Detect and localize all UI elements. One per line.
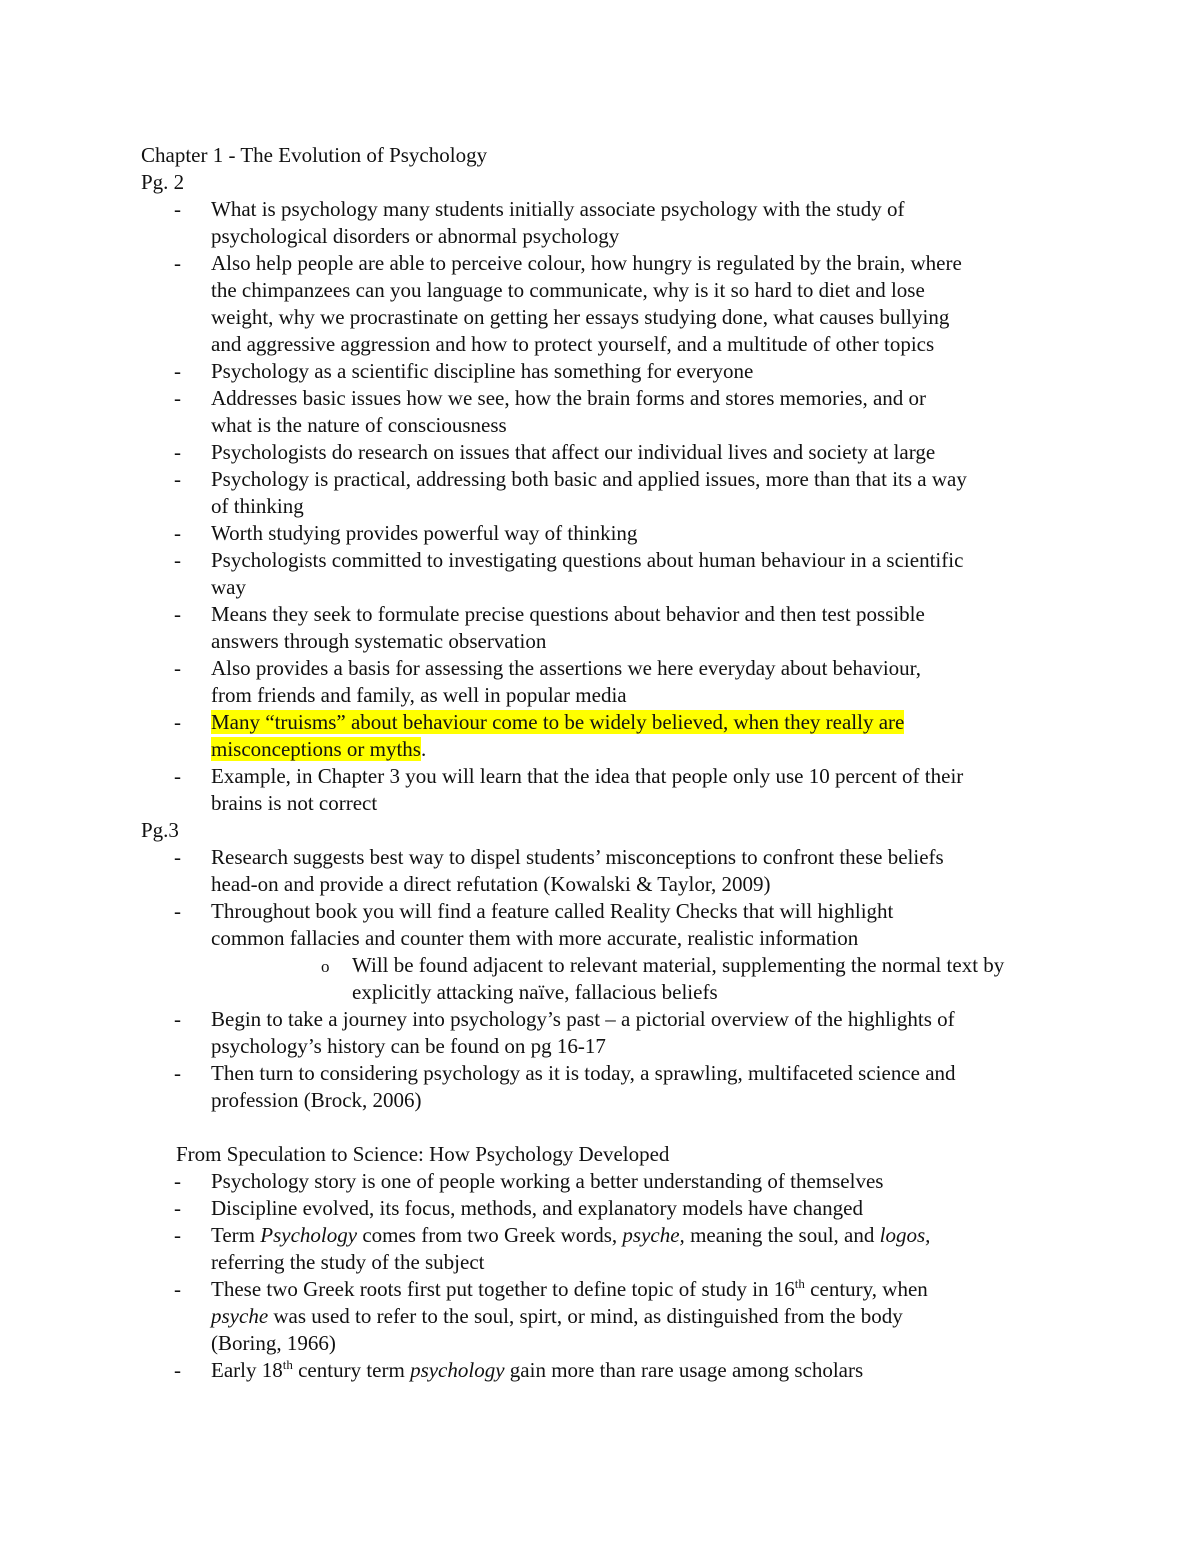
note-text: Early 18	[211, 1358, 283, 1382]
dash-bullet: -	[174, 197, 181, 221]
highlighted-text: Many “truisms” about behaviour come to be widely believed, when they really are	[211, 710, 905, 734]
dash-bullet: -	[174, 521, 181, 545]
dash-bullet: -	[174, 1169, 181, 1193]
italic-term: logos,	[879, 1223, 931, 1247]
superscript: th	[282, 1357, 293, 1372]
list-item	[141, 547, 1071, 601]
list-item	[141, 1357, 1071, 1384]
list-item	[141, 196, 1071, 250]
note-line: Psychologists committed to investigating questions about human behaviour in a scientific	[211, 548, 964, 572]
circle-bullet: o	[321, 957, 330, 976]
note-text: Term	[211, 1223, 261, 1247]
list-item	[141, 601, 1071, 655]
note-line	[211, 736, 1071, 763]
dash-bullet: -	[174, 359, 181, 383]
note-text: meaning the soul, and	[684, 1223, 880, 1247]
note-text: century term	[292, 1358, 411, 1382]
list-item	[141, 1168, 1071, 1195]
superscript: th	[794, 1276, 805, 1291]
note-line: Throughout book you will find a feature called Reality Checks that will highlight	[211, 899, 894, 923]
note-line: profession (Brock, 2006)	[211, 1088, 422, 1112]
blank-line	[141, 1114, 1071, 1141]
note-text: was used to refer to the soul, spirt, or mind, as distinguished from the body	[268, 1304, 903, 1328]
dash-bullet: -	[174, 1196, 181, 1220]
section-heading: From Speculation to Science: How Psychology Developed	[176, 1142, 670, 1166]
italic-term: psyche,	[622, 1223, 685, 1247]
note-line: and aggressive aggression and how to protect yourself, and a multitude of other topics	[211, 332, 935, 356]
italic-term: psyche	[211, 1304, 269, 1328]
page-3-label: Pg.3	[141, 818, 179, 842]
note-text: century, when	[804, 1277, 928, 1301]
italic-term: Psychology	[260, 1223, 358, 1247]
page-2-label: Pg. 2	[141, 170, 185, 194]
dash-bullet: -	[174, 602, 181, 626]
list-item	[141, 844, 1071, 898]
note-line: weight, why we procrastinate on getting her essays studying done, what causes bullying	[211, 305, 950, 329]
note-line: Psychology story is one of people working a better understanding of themselves	[211, 1169, 884, 1193]
dash-bullet: -	[174, 1007, 181, 1031]
note-line	[211, 1222, 1071, 1249]
dash-bullet: -	[174, 899, 181, 923]
note-line: Discipline evolved, its focus, methods, and explanatory models have changed	[211, 1196, 863, 1220]
note-line	[211, 709, 1071, 736]
list-item	[141, 709, 1071, 763]
note-line: head-on and provide a direct refutation (Kowalski & Taylor, 2009)	[211, 872, 771, 896]
list-item	[141, 655, 1071, 709]
note-text: These two Greek roots first put together to define topic of study in 16	[211, 1277, 795, 1301]
note-line: (Boring, 1966)	[211, 1331, 336, 1355]
note-line: Research suggests best way to dispel students’ misconceptions to confront these beliefs	[211, 845, 944, 869]
dash-bullet: -	[174, 251, 181, 275]
note-line: answers through systematic observation	[211, 629, 547, 653]
note-line: brains is not correct	[211, 791, 378, 815]
dash-bullet: -	[174, 467, 181, 491]
list-item	[141, 358, 1071, 385]
dash-bullet: -	[174, 1277, 181, 1301]
note-line: Will be found adjacent to relevant material, supplementing the normal text by	[352, 953, 1005, 977]
note-line: Addresses basic issues how we see, how the brain forms and stores memories, and or	[211, 386, 927, 410]
note-line	[211, 1357, 1071, 1384]
note-line: common fallacies and counter them with more accurate, realistic information	[211, 926, 859, 950]
list-item	[141, 250, 1071, 358]
sub-list-item	[211, 952, 1071, 1006]
dash-bullet: -	[174, 386, 181, 410]
list-item	[141, 1006, 1071, 1060]
note-line: psychology’s history can be found on pg 16-17	[211, 1034, 606, 1058]
note-line: Means they seek to formulate precise questions about behavior and then test possible	[211, 602, 925, 626]
dash-bullet: -	[174, 548, 181, 572]
list-item	[141, 466, 1071, 520]
list-item	[141, 898, 1071, 1006]
section-notes	[141, 1168, 1071, 1384]
note-text: comes from two Greek words,	[357, 1223, 623, 1247]
note-line: psychological disorders or abnormal psychology	[211, 224, 620, 248]
note-line: Begin to take a journey into psychology’s past – a pictorial overview of the highlights of	[211, 1007, 955, 1031]
list-item	[141, 439, 1071, 466]
note-line: Psychologists do research on issues that affect our individual lives and society at large	[211, 440, 936, 464]
note-line: Also provides a basis for assessing the assertions we here everyday about behaviour,	[211, 656, 922, 680]
dash-bullet: -	[174, 1358, 181, 1382]
note-text: .	[420, 737, 427, 761]
note-line: Also help people are able to perceive colour, how hungry is regulated by the brain, where	[211, 251, 962, 275]
page-title: Chapter 1 - The Evolution of Psychology	[141, 143, 488, 167]
note-line: Example, in Chapter 3 you will learn that the idea that people only use 10 percent of their	[211, 764, 964, 788]
dash-bullet: -	[174, 710, 181, 734]
dash-bullet: -	[174, 845, 181, 869]
dash-bullet: -	[174, 1061, 181, 1085]
document-body	[141, 142, 1071, 1384]
italic-term: psychology	[410, 1358, 505, 1382]
note-line: way	[211, 575, 246, 599]
note-line: the chimpanzees can you language to communicate, why is it so hard to diet and lose	[211, 278, 925, 302]
note-line: Then turn to considering psychology as it is today, a sprawling, multifaceted science and	[211, 1061, 956, 1085]
highlighted-text: misconceptions or myths	[211, 737, 421, 761]
note-line: explicitly attacking naïve, fallacious beliefs	[352, 980, 718, 1004]
list-item	[141, 520, 1071, 547]
dash-bullet: -	[174, 656, 181, 680]
note-line: from friends and family, as well in popular media	[211, 683, 627, 707]
note-line: Psychology is practical, addressing both basic and applied issues, more than that its a way	[211, 467, 967, 491]
note-line: referring the study of the subject	[211, 1250, 485, 1274]
dash-bullet: -	[174, 1223, 181, 1247]
page-2-notes	[141, 196, 1071, 817]
note-line: what is the nature of consciousness	[211, 413, 507, 437]
list-item	[141, 385, 1071, 439]
list-item	[141, 1276, 1071, 1357]
note-line: What is psychology many students initially associate psychology with the study of	[211, 197, 905, 221]
note-text: gain more than rare usage among scholars	[504, 1358, 864, 1382]
page-3-notes	[141, 844, 1071, 1114]
note-line	[211, 1276, 1071, 1303]
dash-bullet: -	[174, 440, 181, 464]
note-line	[211, 1303, 1071, 1330]
note-line: Psychology as a scientific discipline has something for everyone	[211, 359, 754, 383]
note-line: Worth studying provides powerful way of thinking	[211, 521, 638, 545]
sub-list	[211, 952, 1071, 1006]
note-line: of thinking	[211, 494, 304, 518]
list-item	[141, 1195, 1071, 1222]
list-item	[141, 1060, 1071, 1114]
list-item	[141, 1222, 1071, 1276]
dash-bullet: -	[174, 764, 181, 788]
list-item	[141, 763, 1071, 817]
